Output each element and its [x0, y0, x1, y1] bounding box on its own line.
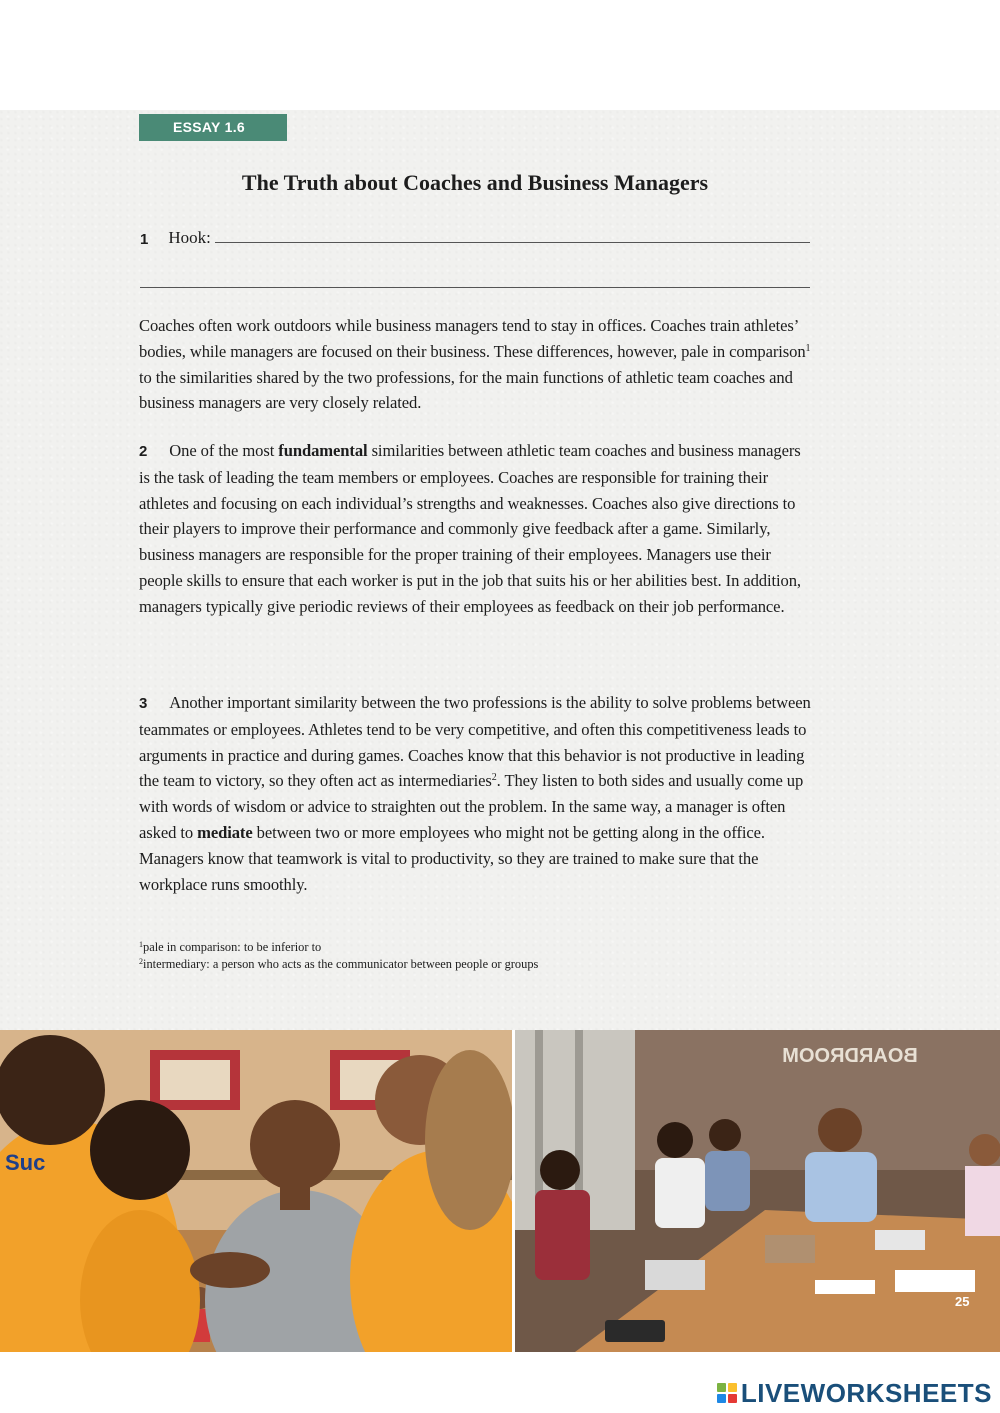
paragraph-number: 2	[139, 443, 148, 460]
footnote-sup: 2	[139, 957, 143, 966]
footnotes	[139, 939, 814, 973]
footnote-sup: 1	[139, 940, 143, 949]
hook-answer-line-2[interactable]	[140, 287, 810, 288]
hook-answer-line[interactable]	[215, 241, 810, 243]
paragraph-3-text-1: Another important similarity between the two professions is the ability to solve problems between teammates or employees. Athletes tend to be very competitive, and often this competitiveness leads to arguments in practice and during games. Coaches know that this behavior is not productive in leading the team to victory, so they often act as intermediaries	[139, 693, 811, 791]
paragraph-number: 1	[140, 231, 149, 248]
paragraph-2	[139, 438, 814, 620]
hook-row	[140, 224, 810, 248]
paragraph-3-text-2: . They listen to both sides and usually come up with words of wisdom or advice to straighten out the problem. In the same way, a manager is often asked to	[139, 771, 804, 842]
jersey-text: Suc	[5, 1150, 46, 1175]
coach-photo-illustration	[0, 1030, 512, 1352]
paragraph-3	[139, 690, 814, 897]
footnote-2	[139, 956, 814, 973]
footnote-text: intermediary: a person who acts as the communicator between people or groups	[143, 957, 539, 971]
liveworksheets-logo[interactable]	[717, 1377, 992, 1409]
boardroom-photo	[515, 1030, 1000, 1352]
hook-label: Hook:	[168, 228, 211, 247]
footnote-marker: 1	[805, 342, 811, 354]
logo-icon	[717, 1383, 737, 1403]
paragraph-number: 3	[139, 695, 148, 712]
page-number: 25	[955, 1294, 970, 1309]
coach-photo	[0, 1030, 512, 1352]
paragraph-2-text-1: One of the most	[169, 441, 279, 460]
paragraph-3-text-3: between two or more employees who might not be getting along in the office. Managers know that teamwork is vital to productivity, so they are trained to make sure that the workplace runs smoothly.	[139, 822, 765, 894]
footnote-text: pale in comparison: to be inferior to	[143, 940, 322, 954]
paragraph-2-text-2: similarities between athletic team coaches and business managers is the task of leading the team members or employees. Coaches are responsible for training their athletes and focusing on each individual’s strengths and weaknesses. Coaches also give directions to their players to improve their performance and commonly give feedback after a game. Similarly, business managers are responsible for the proper training of their employees. Managers use their people skills to ensure that each worker is put in the job that suits his or her abilities best. In addition, managers typically give periodic reviews of their employees as feedback on their job performance.	[139, 441, 801, 616]
boardroom-photo-illustration	[515, 1030, 1000, 1352]
essay-title: The Truth about Coaches and Business Managers	[241, 170, 709, 195]
essay-badge: ESSAY 1.6	[139, 114, 287, 141]
vocab-word-fundamental: fundamental	[278, 441, 368, 460]
logo-text: LIVEWORKSHEETS	[740, 1377, 992, 1408]
boardroom-sign: BOARDROOM	[782, 1045, 918, 1067]
intro-text-2: to the similarities shared by the two professions, for the main functions of athletic team coaches and business managers are very closely related.	[139, 367, 793, 413]
footnote-marker: 2	[491, 772, 497, 784]
intro-paragraph	[139, 313, 814, 416]
vocab-word-mediate: mediate	[197, 822, 253, 842]
footnote-1	[139, 939, 814, 956]
intro-text-1: Coaches often work outdoors while business managers tend to stay in offices. Coaches train athletes’ bodies, while managers are focused on their business. These differences, however, pale in comparison	[139, 316, 806, 361]
